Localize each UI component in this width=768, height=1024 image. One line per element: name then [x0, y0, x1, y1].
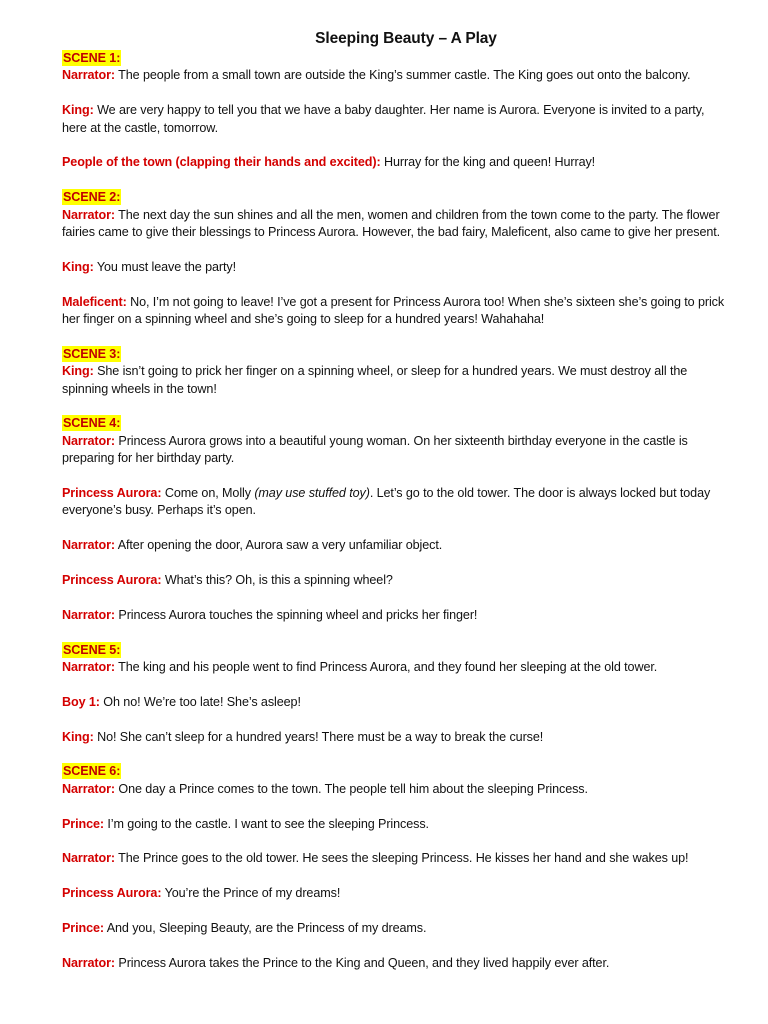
speaker-name: Prince:	[62, 921, 104, 936]
dialogue-text: After opening the door, Aurora saw a very unfamiliar object.	[115, 538, 443, 553]
dialogue-text: No! She can’t sleep for a hundred years! There must be a way to break the curse!	[93, 729, 544, 744]
dialogue-line	[62, 572, 730, 589]
speaker-name: Prince:	[62, 816, 104, 831]
dialogue-text: Princess Aurora grows into a beautiful young woman. On her sixteenth birthday everyone in the castle is preparing for her birthday party.	[62, 433, 688, 466]
dialogue-line	[62, 659, 730, 676]
speaker-name: Narrator:	[62, 851, 115, 866]
speaker-name: Narrator:	[62, 660, 115, 675]
scene-heading	[62, 642, 730, 659]
dialogue-line	[62, 259, 730, 276]
speaker-name: King:	[62, 364, 94, 379]
dialogue-text: The Prince goes to the old tower. He sees the sleeping Princess. He kisses her hand and she wakes up!	[115, 851, 689, 866]
dialogue-text: She isn’t going to prick her finger on a spinning wheel, or sleep for a hundred years. We must destroy all the spinning wheels in the town!	[62, 364, 688, 396]
dialogue-text: The next day the sun shines and all the men, women and children from the town come to the party. The flower fairies came to give their blessings to Princess Aurora. However, the bad fairy, Maleficent, also came to give her present.	[62, 207, 721, 240]
speaker-name: Maleficent:	[62, 294, 127, 309]
scene-label: SCENE 4:	[63, 416, 121, 431]
speaker-name: Princess Aurora:	[62, 573, 162, 588]
dialogue-line	[62, 154, 730, 171]
dialogue-line	[62, 816, 730, 833]
dialogue-text: Hurray for the king and queen! Hurray!	[380, 155, 596, 170]
scene-heading	[62, 346, 730, 363]
dialogue-text: I’m going to the castle. I want to see the sleeping Princess.	[104, 816, 429, 831]
dialogue-line	[62, 485, 730, 520]
dialogue-text: One day a Prince comes to the town. The people tell him about the sleeping Princess.	[115, 781, 588, 796]
speaker-name: Narrator:	[62, 955, 115, 970]
dialogue-line	[62, 433, 730, 468]
scene-heading	[62, 763, 730, 780]
speaker-name: Narrator:	[62, 433, 115, 448]
dialogue-line	[62, 885, 730, 902]
dialogue-line	[62, 694, 730, 711]
dialogue-line	[62, 67, 730, 84]
speaker-name: King:	[62, 259, 94, 274]
dialogue-line	[62, 850, 730, 867]
dialogue-text: Princess Aurora takes the Prince to the King and Queen, and they lived happily ever after.	[115, 955, 610, 970]
scene-label: SCENE 1:	[63, 51, 121, 65]
speaker-name: King:	[62, 729, 94, 744]
speaker-name: Narrator:	[62, 607, 115, 622]
dialogue-line	[62, 207, 730, 242]
script-body	[62, 50, 730, 972]
dialogue-text: You must leave the party!	[93, 259, 237, 274]
dialogue-line	[62, 920, 730, 937]
dialogue-text: No, I’m not going to leave! I’ve got a present for Princess Aurora too! When she’s sixteen she’s going to prick her finger on a spinning wheel and she’s going to sleep for a hundred years! Wahahaha!	[62, 294, 725, 327]
dialogue-text: The people from a small town are outside the King’s summer castle. The King goes out onto the balcony.	[115, 68, 691, 83]
scene-heading	[62, 189, 730, 206]
dialogue-line	[62, 955, 730, 972]
dialogue-line	[62, 294, 730, 329]
dialogue-line	[62, 729, 730, 746]
scene-label: SCENE 3:	[63, 346, 121, 361]
speaker-name: Narrator:	[62, 207, 115, 222]
scene-label: SCENE 6:	[63, 764, 121, 779]
dialogue-text: And you, Sleeping Beauty, are the Princess of my dreams.	[104, 921, 427, 936]
speaker-name: Narrator:	[62, 68, 115, 83]
speaker-name: Narrator:	[62, 538, 115, 553]
dialogue-line	[62, 607, 730, 624]
speaker-name: Narrator:	[62, 781, 115, 796]
dialogue-line	[62, 102, 730, 137]
dialogue-line	[62, 537, 730, 554]
scene-heading	[62, 50, 730, 67]
speaker-name: Boy 1:	[62, 694, 100, 709]
scene-heading	[62, 415, 730, 432]
dialogue-text: You’re the Prince of my dreams!	[161, 886, 341, 901]
dialogue-text-continued: . Let’s go to the old tower. The door is always locked but today everyone’s busy. Perhaps it’s open.	[62, 486, 711, 518]
dialogue-line	[62, 781, 730, 798]
dialogue-text: We are very happy to tell you that we have a baby daughter. Her name is Aurora. Everyone is invited to a party, here at the castle, tomorrow.	[62, 103, 705, 135]
stage-direction: (may use stuffed toy)	[254, 486, 370, 501]
dialogue-text: Oh no! We’re too late! She’s asleep!	[99, 694, 301, 709]
speaker-name: Princess Aurora:	[62, 886, 162, 901]
dialogue-text: The king and his people went to find Princess Aurora, and they found her sleeping at the old tower.	[115, 660, 658, 675]
dialogue-text: Princess Aurora touches the spinning wheel and pricks her finger!	[115, 607, 478, 622]
scene-label: SCENE 2:	[63, 190, 121, 205]
scene-label: SCENE 5:	[63, 642, 121, 657]
speaker-name: People of the town (clapping their hands and excited):	[62, 155, 381, 170]
speaker-name: Princess Aurora:	[62, 486, 162, 501]
dialogue-text: What’s this? Oh, is this a spinning wheel?	[161, 573, 393, 588]
document-title: Sleeping Beauty – A Play	[315, 30, 497, 47]
speaker-name: King:	[62, 103, 94, 118]
dialogue-line	[62, 363, 730, 398]
dialogue-text: Come on, Molly	[161, 486, 255, 501]
